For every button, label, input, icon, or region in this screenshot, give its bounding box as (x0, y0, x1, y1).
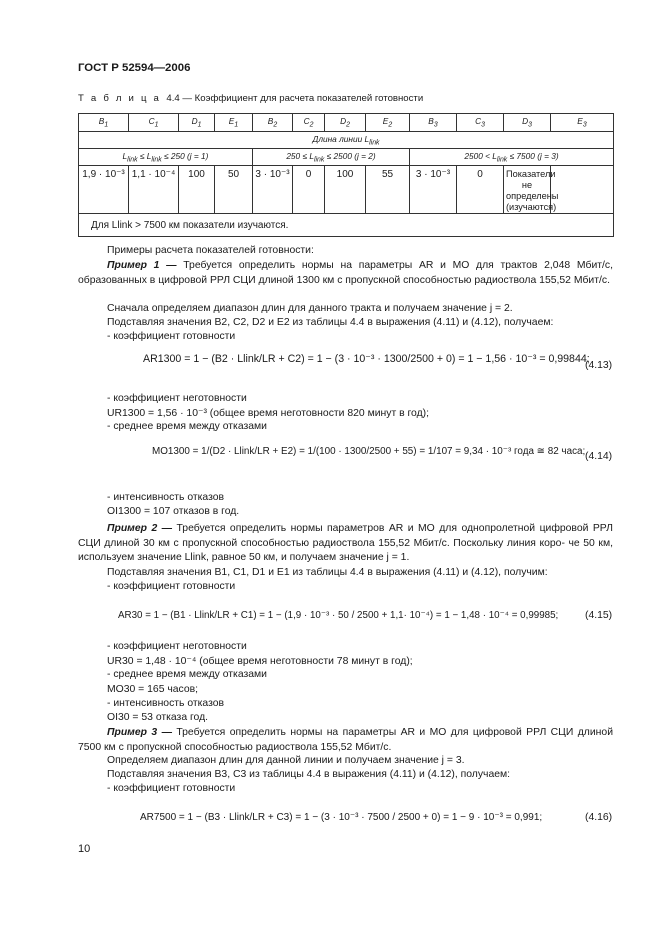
values-row (79, 166, 614, 214)
value-D1: 100 (179, 166, 215, 214)
example-1-range: Сначала определяем диапазон длин для данного тракта и получаем значение j = 2. (107, 303, 513, 314)
example-1-ready-label: - коэффициент готовности (107, 331, 236, 342)
example-2-oi: OI30 = 53 отказа год. (107, 712, 209, 723)
value-E1: 50 (215, 166, 253, 214)
example-3-text: Требуется определить нормы на параметры AR и MO для цифровой РРЛ СЦИ длиной 7500 км с пропускной способностью радиоствола 155,52 Мбит/с. (78, 727, 613, 753)
table-caption-label: Т а б л и ц а (78, 93, 162, 104)
example-2-ready-label: - коэффициент готовности (107, 581, 236, 592)
example-2-substitution: Подставляя значения B1, C1, D1 и E1 из таблицы 4.4 в выражения (4.11) и (4.12), получим: (107, 567, 548, 578)
value-E3 (551, 166, 614, 214)
range-row (79, 149, 614, 166)
example-2-unready-label: - коэффициент неготовности (107, 641, 247, 652)
col-D2: $D_2$ (325, 114, 366, 132)
col-E2: $E_2$ (366, 114, 410, 132)
example-1-substitution: Подставляя значения B2, C2, D2 и E2 из таблицы 4.4 в выражения (4.11) и (4.12), получаем: (107, 317, 554, 328)
equation-4-14: MO1300 = 1/(D2 · Llink/LR + E2) = 1/(100 · 1300/2500 + 55) = 1/107 = 9,34 · 10⁻³ года ≅ 82 часа; (152, 446, 586, 457)
note-row (79, 214, 614, 237)
col-C3: $C_3$ (457, 114, 504, 132)
value-D3: Показатели не определены (изучаются) (504, 166, 551, 214)
example-1-ur: UR1300 = 1,56 · 10⁻³ (общее время неготовности 820 минут в год); (107, 408, 430, 419)
table-caption-text: 4.4 — Коэффициент для расчета показателей готовности (166, 93, 424, 104)
equation-4-14-number: (4.14) (585, 451, 613, 462)
example-1-unready-label: - коэффициент неготовности (107, 393, 247, 404)
coefficient-table (78, 113, 614, 237)
equation-4-15-number: (4.15) (585, 610, 613, 621)
col-D3: $D_3$ (504, 114, 551, 132)
example-3-paragraph (78, 726, 613, 755)
table-header-row (79, 114, 614, 132)
example-2-rate-label: - интенсивность отказов (107, 698, 225, 709)
col-D1: $D_1$ (179, 114, 215, 132)
example-2-ur: UR30 = 1,48 · 10⁻⁴ (общее время неготовности 78 минут в год); (107, 656, 413, 667)
range-j3: $2500 < L_{link} \le 7500$ (j = 3) (410, 149, 614, 166)
example-1-text: Требуется определить нормы на параметры AR и MO для трактов 2,048 Мбит/с, образованных в цифровой РРЛ СЦИ длиной 1300 км с пропускной способностью радиоствола 155,52 Мбит/с. (78, 260, 613, 286)
example-2-mo: MO30 = 165 часов; (107, 684, 199, 695)
value-B1: 1,9 · 10⁻³ (79, 166, 129, 214)
example-2-text: Требуется определить нормы параметров AR и MO для однопролетной цифровой РРЛ СЦИ длиной 30 км с пропускной способностью радиоствола 155,52 Мбит/с. Поскольку линия коро- че 50 км, используем значение Llink, равное 50 км, и получаем значение j = 1. (78, 523, 613, 564)
col-B2: $B_2$ (253, 114, 293, 132)
example-1-label: Пример 1 — (107, 260, 177, 271)
value-C3: 0 (457, 166, 504, 214)
col-E3: $E_3$ (551, 114, 614, 132)
equation-4-15: AR30 = 1 − (B1 · Llink/LR + C1) = 1 − (1,9 · 10⁻³ · 50 / 2500 + 1,1· 10⁻⁴) = 1 − 1,48 · 10⁻⁴ = 0,99985; (118, 610, 559, 621)
example-2-paragraph (78, 522, 613, 566)
range-j2: $250 \le L_{link} \le 2500$ (j = 2) (253, 149, 410, 166)
col-C2: $C_2$ (293, 114, 325, 132)
range-j1: $L_{link} \le L_{link} \le 250$ (j = 1) (79, 149, 253, 166)
value-D2: 100 (325, 166, 366, 214)
table-caption (78, 93, 423, 104)
value-C1: 1,1 · 10⁻⁴ (129, 166, 179, 214)
col-B3: $B_3$ (410, 114, 457, 132)
example-1-oi: OI1300 = 107 отказов в год. (107, 506, 240, 517)
example-1-rate-label: - интенсивность отказов (107, 492, 225, 503)
equation-4-16: AR7500 = 1 − (B3 · Llink/LR + C3) = 1 − (3 · 10⁻³ · 7500 / 2500 + 0) = 1 − 9 · 10⁻³ = 0,991; (140, 812, 543, 823)
example-1-mtbf-label: - среднее время между отказами (107, 421, 267, 432)
example-3-substitution: Подставляя значения B3, C3 из таблицы 4.4 в выражения (4.11) и (4.12), получаем: (107, 769, 511, 780)
example-2-label: Пример 2 — (107, 523, 173, 534)
examples-intro: Примеры расчета показателей готовности: (107, 245, 314, 256)
value-C2: 0 (293, 166, 325, 214)
example-3-label: Пример 3 — (107, 727, 172, 738)
table-note: Для Llink > 7500 км показатели изучаются. (79, 214, 614, 237)
value-B2: 3 · 10⁻³ (253, 166, 293, 214)
length-header: Длина линии $L_{link}$ (79, 132, 614, 149)
value-B3: 3 · 10⁻³ (410, 166, 457, 214)
col-E1: $E_1$ (215, 114, 253, 132)
equation-4-13: AR1300 = 1 − (B2 · Llink/LR + C2) = 1 − (3 · 10⁻³ · 1300/2500 + 0) = 1 − 1,56 · 10⁻³ = 0,99844; (143, 353, 590, 365)
example-1-paragraph (78, 259, 613, 288)
col-C1: $C_1$ (129, 114, 179, 132)
value-E2: 55 (366, 166, 410, 214)
document-header: ГОСТ Р 52594—2006 (78, 62, 191, 74)
col-B1: $B_1$ (79, 114, 129, 132)
equation-4-16-number: (4.16) (585, 812, 613, 823)
equation-4-13-number: (4.13) (585, 360, 613, 371)
example-2-mtbf-label: - среднее время между отказами (107, 669, 267, 680)
example-3-ready-label: - коэффициент готовности (107, 783, 236, 794)
length-header-row (79, 132, 614, 149)
example-3-range: Определяем диапазон длин для данной линии и получаем значение j = 3. (107, 755, 465, 766)
page-number: 10 (78, 843, 91, 855)
